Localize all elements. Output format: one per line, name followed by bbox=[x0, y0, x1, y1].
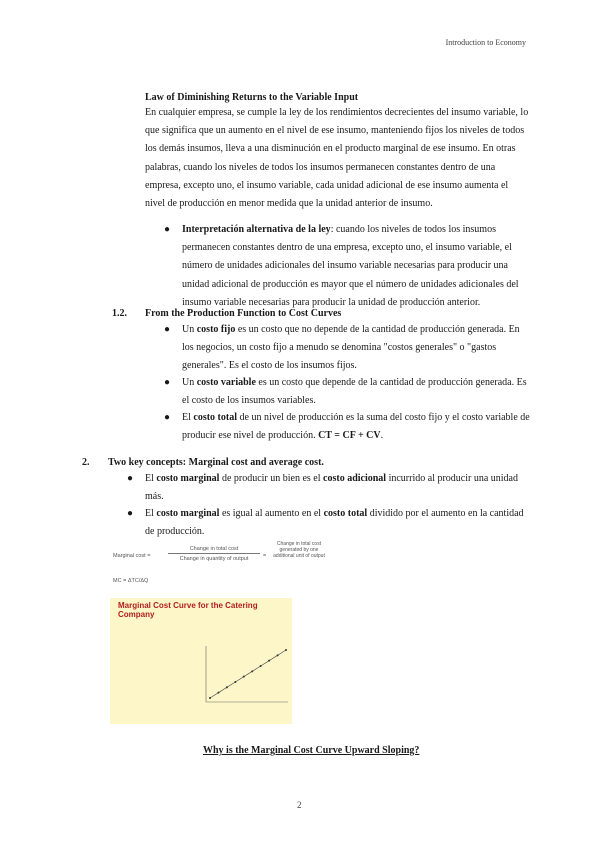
formula-right-text: Change in total cost generated by one additional unit of output bbox=[273, 541, 325, 559]
chart-plot bbox=[110, 598, 292, 724]
section-2-number: 2. bbox=[82, 457, 90, 468]
term-fixed-cost: costo fijo bbox=[196, 324, 236, 335]
term-total-cost: costo total bbox=[193, 412, 237, 423]
bullet-dot: ● bbox=[127, 473, 134, 484]
data-point bbox=[285, 649, 287, 651]
text: El bbox=[145, 473, 157, 484]
bullet-dot: ● bbox=[164, 377, 171, 388]
text: . bbox=[380, 430, 384, 442]
text: de producir un bien es el bbox=[219, 473, 324, 484]
total-cost-bullet bbox=[164, 409, 532, 445]
term-variable-cost: costo variable bbox=[196, 377, 256, 388]
term-marginal-cost: costo marginal bbox=[156, 508, 220, 519]
text: El bbox=[145, 508, 157, 519]
law-alt-bullet bbox=[164, 221, 532, 312]
section-12-number: 1.2. bbox=[112, 308, 127, 319]
page-number: 2 bbox=[297, 800, 302, 810]
cost-formula: CT = CF + CV bbox=[318, 430, 381, 442]
text: es igual al aumento en el bbox=[219, 508, 324, 519]
bullet-dot: ● bbox=[164, 324, 171, 335]
formula-label: Marginal cost = bbox=[113, 553, 151, 559]
text: es un costo que no depende de la cantidad de producción generada. En los negocios, un costo fijo a menudo se denomina "costos generales" o "gastos generales". Es el costo de los insumos fijos. bbox=[182, 324, 520, 372]
chart-title: Marginal Cost Curve for the Catering Company bbox=[118, 601, 258, 619]
text: es un costo que depende de la cantidad de producción generada. Es el costo de los insumos variables. bbox=[182, 377, 527, 407]
data-point bbox=[277, 654, 279, 656]
why-heading: Why is the Marginal Cost Curve Upward Sloping? bbox=[203, 745, 420, 756]
text: Un bbox=[182, 324, 197, 335]
data-point bbox=[268, 660, 270, 662]
text: dividido por el aumento en la cantidad de producción. bbox=[145, 508, 524, 538]
bullet-dot: ● bbox=[164, 224, 171, 235]
law-alt-bold: Interpretación alternativa de la ley bbox=[182, 224, 331, 235]
text: de un nivel de producción es la suma del costo fijo y el costo variable de producir ese nivel de producción. bbox=[182, 412, 530, 442]
term-additional-cost: costo adicional bbox=[323, 473, 387, 484]
data-point bbox=[217, 692, 219, 694]
marginal-cost-chart bbox=[110, 598, 292, 724]
text: incurrido al producir una unidad más. bbox=[145, 473, 518, 503]
formula-numerator: Change in total cost bbox=[168, 546, 260, 554]
bullet-dot: ● bbox=[164, 412, 171, 423]
fixed-cost-bullet bbox=[164, 321, 532, 376]
data-point bbox=[234, 681, 236, 683]
data-point bbox=[243, 676, 245, 678]
data-point bbox=[226, 686, 228, 688]
section-12-title: From the Production Function to Cost Curves bbox=[145, 308, 342, 319]
series-line-mc bbox=[210, 650, 286, 698]
marginal-cost-formula-image bbox=[110, 538, 365, 588]
section-2-title: Two key concepts: Marginal cost and average cost. bbox=[108, 457, 324, 468]
marginal-cost-bullet-2 bbox=[127, 505, 530, 541]
text: El bbox=[182, 412, 194, 423]
formula-denominator: Change in quantity of output bbox=[179, 556, 249, 562]
bullet-dot: ● bbox=[127, 508, 134, 519]
law-heading: Law of Diminishing Returns to the Variable Input bbox=[145, 92, 359, 103]
page-header: Introduction to Economy bbox=[445, 38, 526, 47]
law-paragraph: En cualquier empresa, se cumple la ley de los rendimientos decrecientes del insumo variable, lo que significa que un aumento en el nivel de ese insumo, manteniendo fijos los niveles de todos los demás insumos, lleva a una disminución en el producto marginal de ese insumo. En otras palabras, cuando los niveles de todos los insumos permanecen constantes dentro de una empresa, excepto uno, el insumo variable, cada unidad adicional de ese insumo aumenta el nivel de producción en menor medida que la unidad anterior de insumo. bbox=[145, 107, 529, 210]
formula-equals: = bbox=[263, 553, 267, 559]
data-point bbox=[260, 665, 262, 667]
text: Un bbox=[182, 377, 197, 388]
variable-cost-bullet bbox=[164, 374, 532, 410]
law-alt-text: : cuando los niveles de todos los insumos permanecen constantes dentro de una empresa, excepto uno, el insumo variable, el número de unidades adicionales del insumo variable necesarias para producir una unidad adicional de producción es mayor que el número de unidades adicionales del insumo variable necesarias para producir la unidad de producción anterior. bbox=[182, 224, 519, 308]
term-total-cost: costo total bbox=[323, 508, 368, 519]
marginal-cost-bullet-1 bbox=[127, 470, 530, 506]
data-point bbox=[251, 670, 253, 672]
formula-short: MC = ΔTC/ΔQ bbox=[113, 578, 149, 584]
term-marginal-cost: costo marginal bbox=[156, 473, 220, 484]
data-point bbox=[209, 697, 211, 699]
